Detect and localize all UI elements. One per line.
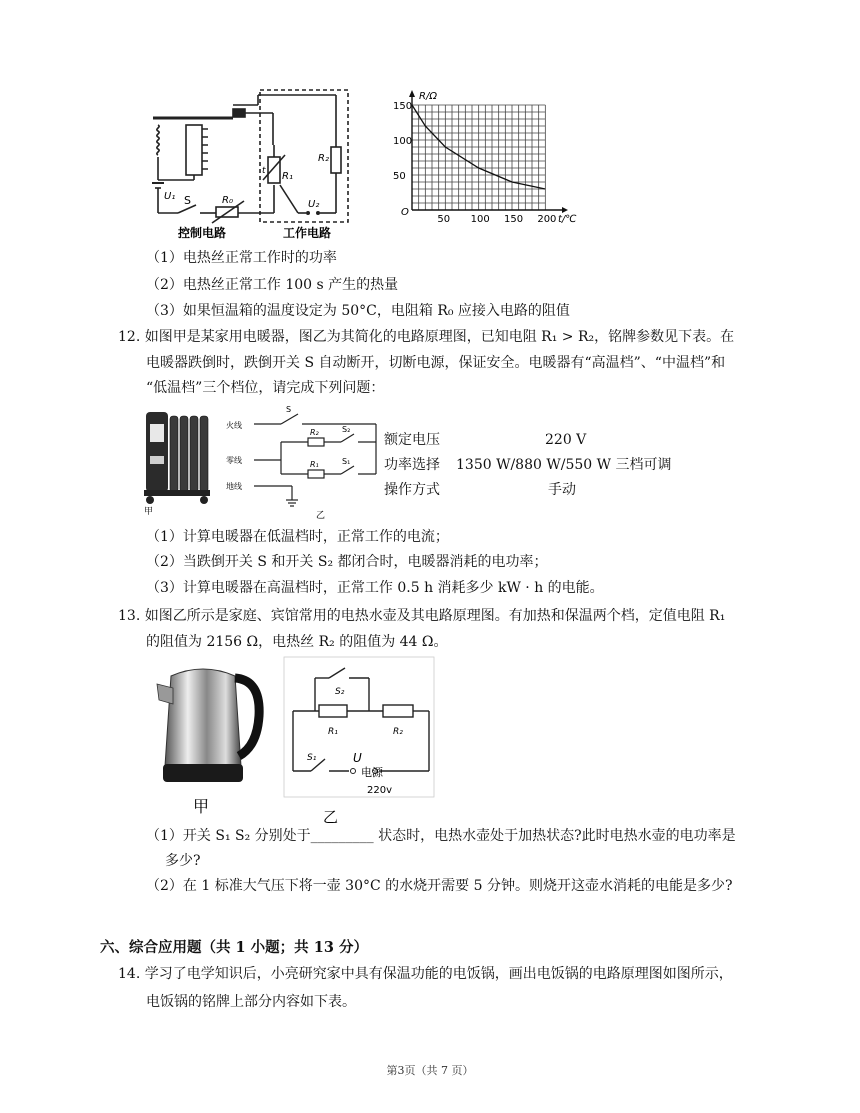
q12-line2: 电暖器跌倒时，跌倒开关 S 自动断开，切断电源，保证安全。电暖器有“高温档”、“中温档”和	[146, 355, 726, 371]
heater-label-yi: 乙	[316, 511, 326, 521]
heater-s-label: S	[286, 405, 292, 414]
x-tick-label: 50	[437, 214, 451, 225]
spec-key-voltage: 额定电压	[384, 432, 440, 448]
q13-sub2: （2）在 1 标准大气压下将一壶 30°C 的水烧开需要 5 分钟。则烧开这壶水消耗的电能是多少?	[146, 878, 733, 894]
spec-key-power: 功率选择	[384, 457, 440, 473]
label-r2: R₂	[318, 153, 329, 164]
kettle-source-label: 电源	[361, 766, 383, 779]
heater-photo	[140, 406, 215, 516]
heater-r2-label: R₂	[310, 428, 319, 437]
graph-ylabel: R/Ω	[419, 91, 437, 102]
graph-xlabel: t/℃	[558, 214, 577, 225]
spec-value-voltage: 220 V	[545, 432, 587, 448]
y-tick-label: 100	[393, 136, 413, 147]
q11-sub2: （2）电热丝正常工作 100 s 产生的热量	[146, 277, 399, 293]
resistance-temperature-graph	[392, 85, 592, 225]
label-r1: R₁	[282, 171, 293, 182]
thermostat-circuit-figure	[148, 85, 358, 243]
kettle-u-label: U	[353, 751, 362, 765]
q12-sub2: （2）当跌倒开关 S 和开关 S₂ 都闭合时，电暖器消耗的电功率；	[146, 554, 548, 570]
q13-sub1-a: （1）开关 S₁ S₂ 分别处于_________ 状态时，电热水壶处于加热状态?此时电热水壶的电功率是	[146, 828, 736, 844]
kettle-circuit-figure	[283, 656, 435, 826]
kettle-voltage-label: 220v	[367, 785, 393, 796]
label-t: t	[262, 166, 266, 176]
x-tick-label: 200	[537, 214, 557, 225]
q12-sub3: （3）计算电暖器在高温档时，正常工作 0.5 h 消耗多少 kW · h 的电能。	[146, 580, 604, 596]
page-footer: 第3页（共 7 页）	[386, 1064, 474, 1077]
section6-heading: 六、综合应用题（共 1 小题；共 13 分）	[100, 939, 368, 956]
y-tick-label: 50	[393, 171, 406, 182]
q12-line1: 12. 如图甲是某家用电暖器，图乙为其简化的电路原理图，已知电阻 R₁ > R₂，铭牌参数见下表。在	[118, 329, 735, 345]
y-tick-label: 150	[393, 101, 413, 112]
q13-sub1-b: 多少?	[165, 853, 201, 869]
label-u1: U₁	[164, 191, 176, 202]
x-tick-label: 150	[504, 214, 524, 225]
label-work-circuit: 工作电路	[283, 226, 332, 240]
kettle-photo	[143, 656, 265, 820]
q12-sub1: （1）计算电暖器在低温档时，正常工作的电流；	[146, 529, 449, 545]
q13-line2: 的阻值为 2156 Ω，电热丝 R₂ 的阻值为 44 Ω。	[146, 634, 448, 650]
kettle-r2-label: R₂	[393, 727, 403, 737]
spec-value-power: 1350 W/880 W/550 W 三档可调	[456, 457, 672, 473]
q14-line2: 电饭锅的铭牌上部分内容如下表。	[146, 994, 356, 1010]
label-control-circuit: 控制电路	[178, 226, 227, 240]
heater-r1-label: R₁	[310, 460, 319, 469]
kettle-label-jia: 甲	[193, 797, 210, 816]
rt-graph-svg	[392, 85, 592, 225]
kettle-s1-label: S₁	[307, 753, 317, 763]
kettle-image	[143, 656, 265, 820]
label-s: S	[184, 194, 191, 207]
q11-sub3: （3）如果恒温箱的温度设定为 50°C，电阻箱 R₀ 应接入电路的阻值	[146, 303, 570, 319]
graph-origin: O	[401, 207, 409, 218]
kettle-r1-label: R₁	[328, 727, 338, 737]
x-tick-label: 100	[470, 214, 490, 225]
q12-line3: “低温档”三个档位，请完成下列问题：	[146, 380, 385, 396]
heater-ground-label: 地线	[226, 482, 242, 491]
heater-circuit-figure	[226, 402, 381, 522]
heater-neutral-label: 零线	[226, 456, 242, 465]
heater-s1-label: S₁	[342, 457, 351, 466]
spec-value-operation: 手动	[548, 482, 576, 498]
kettle-circuit-diagram	[283, 656, 435, 826]
heater-live-label: 火线	[226, 421, 242, 430]
kettle-s2-label: S₂	[335, 687, 345, 697]
label-u2: U₂	[308, 199, 320, 210]
q14-line1: 14. 学习了电学知识后，小亮研究家中具有保温功能的电饭锅，画出电饭锅的电路原理图如图所示，	[118, 966, 733, 982]
q11-sub1: （1）电热丝正常工作时的功率	[146, 250, 337, 266]
spec-key-operation: 操作方式	[384, 482, 440, 498]
heater-label-jia: 甲	[144, 507, 154, 516]
q13-line1: 13. 如图乙所示是家庭、宾馆常用的电热水壶及其电路原理图。有加热和保温两个档，定值电阻 R₁	[118, 608, 726, 624]
oil-heater-image	[140, 406, 215, 516]
heater-circuit-diagram	[226, 402, 381, 522]
kettle-label-yi: 乙	[323, 808, 339, 826]
heater-s2-label: S₂	[342, 425, 351, 434]
label-r0: R₀	[222, 195, 233, 206]
thermostat-circuit-diagram	[148, 85, 358, 243]
